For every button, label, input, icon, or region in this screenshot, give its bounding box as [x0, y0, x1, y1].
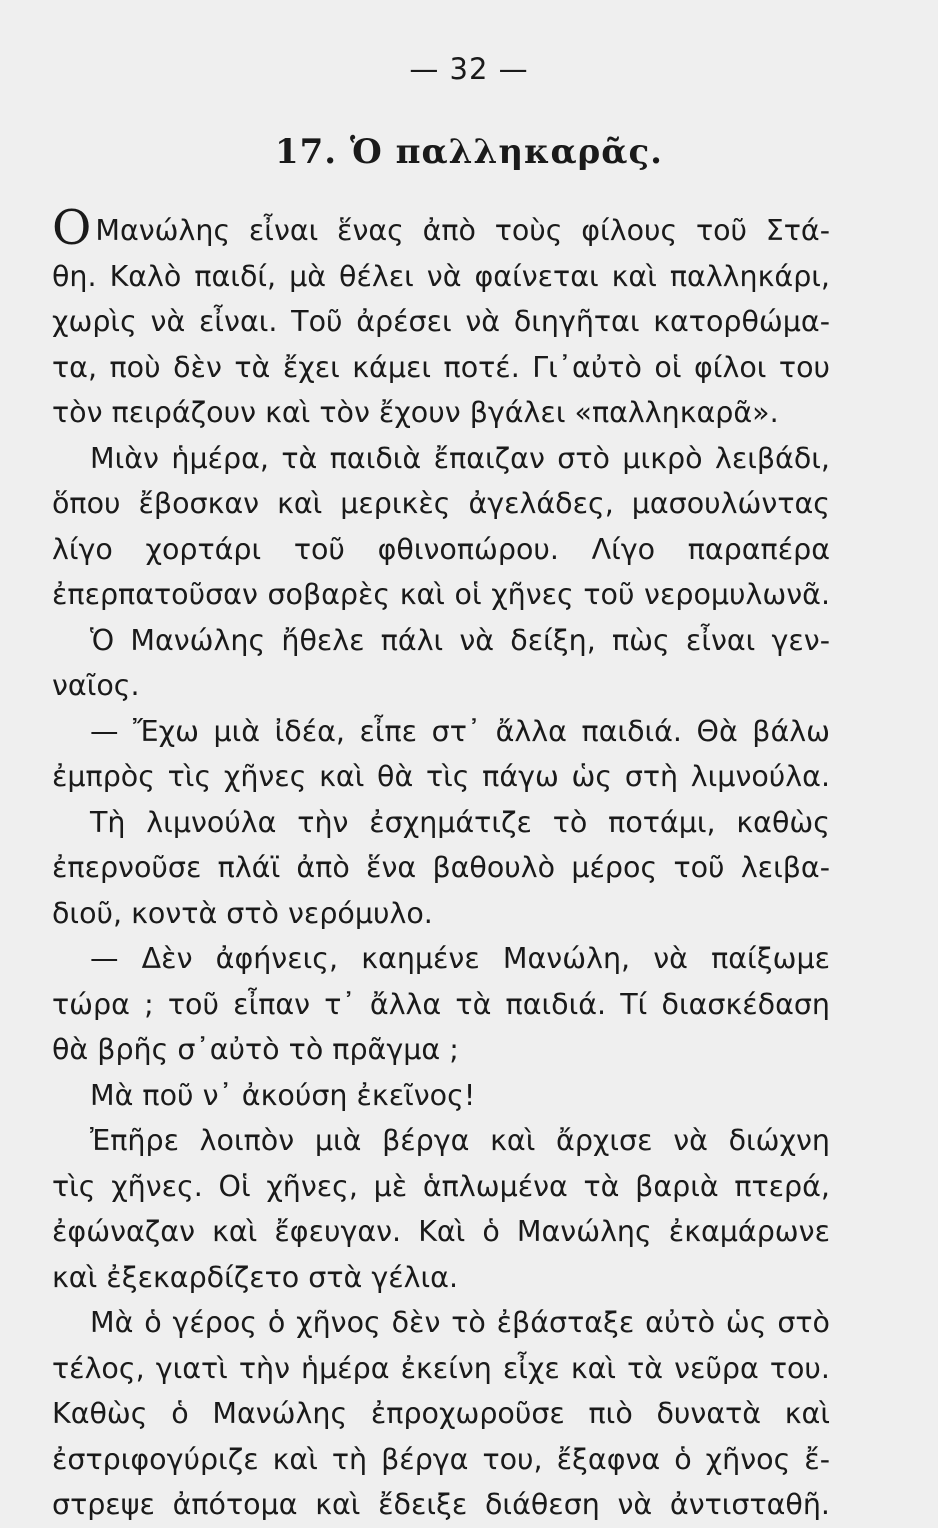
- text-line-23: καὶ ἐξεκαρδίζετο στὰ γέλια.: [52, 1260, 458, 1294]
- text-line-5: Μιὰν ἡμέρα, τὰ παιδιὰ ἔπαιζαν στὸ μικρὸ λειβάδι,: [90, 441, 830, 475]
- page-number: — 32 —: [409, 52, 529, 86]
- text-line-27: ἐστριφογύριζε καὶ τὴ βέργα του, ἔξαφνα ὁ χῆνος ἔ-: [52, 1442, 830, 1476]
- text-line-11: — Ἔχω μιὰ ἰδέα, εἶπε στ᾿ ἄλλα παιδιά. Θὰ βάλω: [90, 714, 830, 748]
- text-line-8: ἐπερπατοῦσαν σοβαρὲς καὶ οἱ χῆνες τοῦ νερομυλωνᾶ.: [52, 578, 830, 611]
- text-line-22: ἐφώναζαν καὶ ἔφευγαν. Καὶ ὁ Μανώλης ἐκαμάρωνε: [52, 1215, 830, 1248]
- text-line-6: ὅπου ἔβοσκαν καὶ μερικὲς ἀγελάδες, μασουλώντας: [52, 487, 830, 520]
- text-line-18: θὰ βρῆς σ᾿αὐτὸ τὸ πρᾶγμα ;: [52, 1033, 459, 1066]
- text-line-15: διοῦ, κοντὰ στὸ νερόμυλο.: [52, 896, 433, 930]
- text-line-12: ἐμπρὸς τὶς χῆνες καὶ θὰ τὶς πάγω ὡς στὴ λιμνούλα.: [52, 760, 830, 793]
- text-line-2: χωρὶς νὰ εἶναι. Τοῦ ἀρέσει νὰ διηγῆται κατορθώμα-: [52, 305, 830, 338]
- text-line-24: Μὰ ὁ γέρος ὁ χῆνος δὲν τὸ ἐβάσταξε αὐτὸ ὡς στὸ: [90, 1306, 830, 1339]
- text-line-7: λίγο χορτάρι τοῦ φθινοπώρου. Λίγο παραπέρα: [52, 532, 830, 566]
- text-line-21: τὶς χῆνες. Οἱ χῆνες, μὲ ἁπλωμένα τὰ βαριὰ πτερά,: [52, 1169, 830, 1203]
- text-line-19: Μὰ ποῦ ν᾿ ἀκούση ἐκεῖνος!: [90, 1078, 476, 1112]
- text-line-13: Τὴ λιμνούλα τὴν ἐσχημάτιζε τὸ ποτάμι, καθὼς: [90, 805, 830, 839]
- drop-cap: Ο: [52, 200, 92, 256]
- text-line-1: θη. Καλὸ παιδί, μὰ θέλει νὰ φαίνεται καὶ παλληκάρι,: [52, 259, 830, 293]
- text-line-10: ναῖος.: [52, 669, 140, 702]
- text-line-25: τέλος, γιατὶ τὴν ἡμέρα ἐκείνη εἶχε καὶ τὰ νεῦρα του.: [52, 1351, 830, 1385]
- text-line-4: τὸν πειράζουν καὶ τὸν ἔχουν βγάλει «παλληκαρᾶ».: [52, 396, 779, 429]
- text-line-0: Ο Μανώλης εἶναι ἕνας ἀπὸ τοὺς φίλους τοῦ Στά-: [52, 200, 830, 256]
- text-line-28: στρεψε ἀπότομα καὶ ἔδειξε διάθεση νὰ ἀντισταθῆ.: [52, 1488, 830, 1521]
- text-line-20: Ἐπῆρε λοιπὸν μιὰ βέργα καὶ ἄρχισε νὰ διώχνη: [90, 1124, 830, 1157]
- text-line-3: τα, ποὺ δὲν τὰ ἔχει κάμει ποτέ. Γι᾿αὐτὸ οἱ φίλοι του: [52, 350, 830, 384]
- text-line-26: Καθὼς ὁ Μανώλης ἐπροχωροῦσε πιὸ δυνατὰ καὶ: [52, 1397, 830, 1430]
- text-line-16: — Δὲν ἀφήνεις, καημένε Μανώλη, νὰ παίξωμε: [90, 942, 830, 975]
- body-text: [52, 200, 830, 1528]
- chapter-title: 17. Ὁ παλληκαρᾶς.: [274, 132, 663, 172]
- text-line-9: Ὁ Μανώλης ἤθελε πάλι νὰ δείξη, πὼς εἶναι γεν-: [90, 623, 830, 657]
- text-line-17: τώρα ; τοῦ εἶπαν τ᾿ ἄλλα τὰ παιδιά. Τί διασκέδαση: [52, 987, 830, 1021]
- text-line-14: ἐπερνοῦσε πλάϊ ἀπὸ ἕνα βαθουλὸ μέρος τοῦ λειβα-: [52, 851, 830, 884]
